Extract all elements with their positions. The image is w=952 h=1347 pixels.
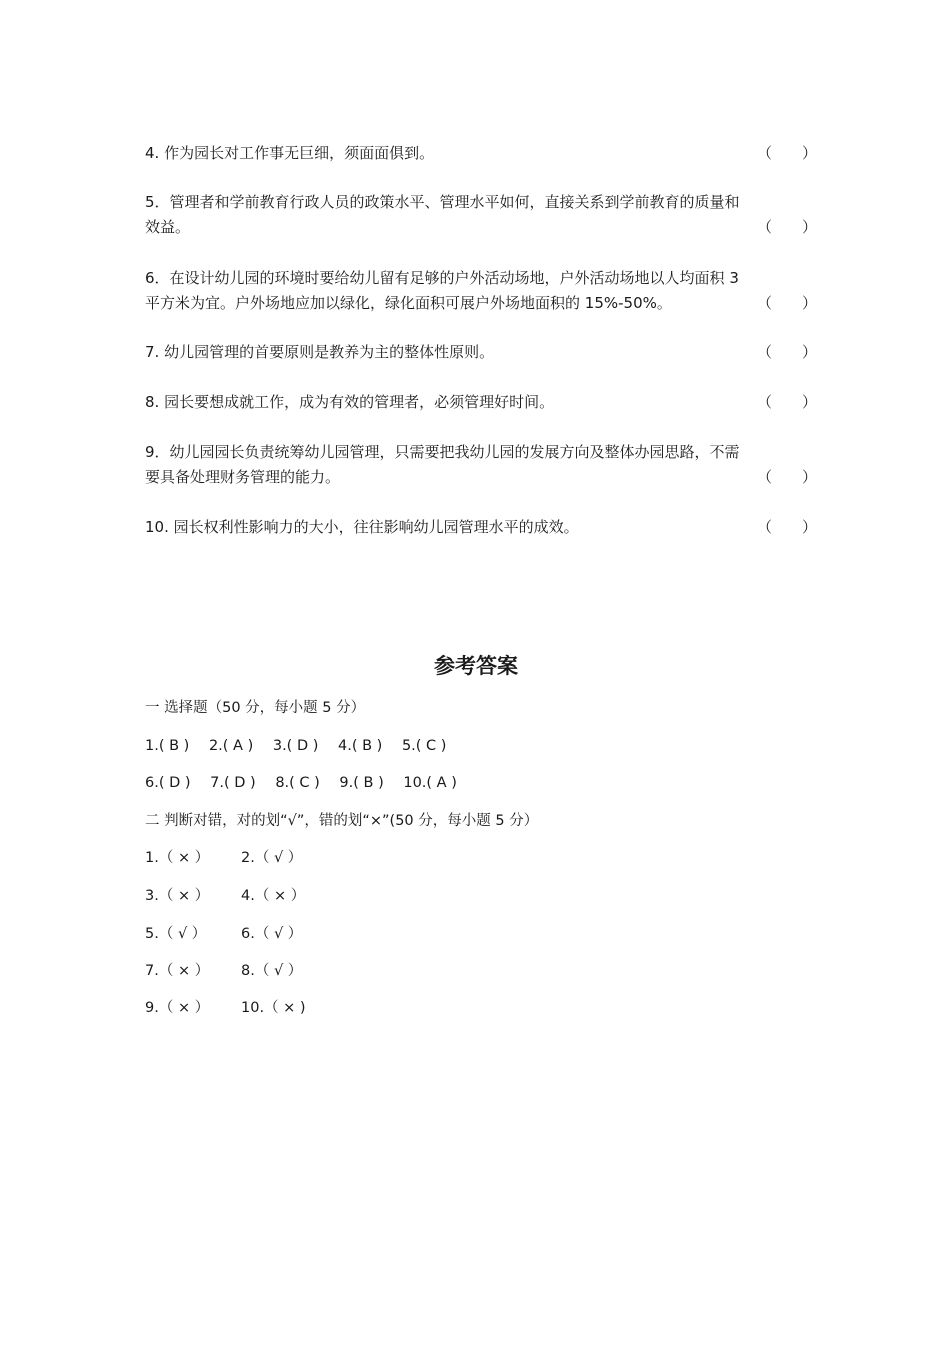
question-text: 平方米为宜。户外场地应加以绿化，绿化面积可展户外场地面积的 15%-50%。 — [145, 294, 672, 312]
answer-blank: （ ） — [756, 218, 817, 236]
question-8 — [145, 390, 817, 415]
question-text: 7. 幼儿园管理的首要原则是教养为主的整体性原则。 — [145, 343, 495, 361]
tf-answer: 8.（ √ ） — [241, 963, 303, 979]
question-text: 8. 园长要想成就工作，成为有效的管理者，必须管理好时间。 — [145, 393, 555, 411]
tf-answer: 4.（ × ） — [241, 888, 306, 904]
mc-answers-row-2 — [145, 772, 457, 794]
answer-blank: （ ） — [756, 343, 817, 361]
answers-title: 参考答案 — [434, 654, 518, 678]
tf-answer: 9.（ × ） — [145, 1000, 210, 1016]
question-text: 9．幼儿园园长负责统筹幼儿园管理，只需要把我幼儿园的发展方向及整体办园思路，不需 — [145, 443, 740, 461]
answer-blank: （ ） — [756, 518, 817, 536]
question-7 — [145, 340, 817, 365]
mc-answer: 5.( C ) — [401, 738, 447, 754]
mc-answer: 3.( D ) — [272, 738, 319, 754]
question-text: 效益。 — [145, 218, 191, 236]
answer-blank: （ ） — [756, 468, 817, 486]
tf-answers-row-5 — [145, 997, 306, 1019]
mc-answer: 2.( A ) — [208, 738, 254, 754]
tf-answer: 5.（ √ ） — [145, 926, 207, 942]
tf-answer: 3.（ × ） — [145, 888, 210, 904]
mc-answer: 7.( D ) — [210, 775, 256, 791]
answer-blank: （ ） — [756, 393, 817, 411]
question-text: 10. 园长权利性影响力的大小，往往影响幼儿园管理水平的成效。 — [145, 518, 579, 536]
mc-answers-row-1 — [145, 735, 446, 757]
tf-answers-row-2 — [145, 885, 305, 907]
mc-answer: 6.( D ) — [145, 775, 191, 791]
question-4 — [145, 141, 817, 166]
tf-answer: 6.（ √ ） — [241, 926, 303, 942]
question-9 — [145, 440, 817, 490]
question-text: 5．管理者和学前教育行政人员的政策水平、管理水平如何，直接关系到学前教育的质量和 — [145, 193, 740, 211]
mc-answer: 8.( C ) — [275, 775, 320, 791]
answer-blank: （ ） — [756, 144, 817, 162]
tf-answers-row-4 — [145, 960, 302, 982]
question-text: 4. 作为园长对工作事无巨细，须面面俱到。 — [145, 144, 435, 162]
mc-answer: 1.( B ) — [145, 738, 190, 754]
section1-heading: 一 选择题（50 分，每小题 5 分） — [145, 700, 366, 716]
tf-answers-row-3 — [145, 923, 302, 945]
question-5 — [145, 190, 817, 240]
answer-blank: （ ） — [756, 294, 817, 312]
tf-answer: 1.（ × ） — [145, 850, 210, 866]
mc-answer: 10.( A ) — [403, 775, 457, 791]
tf-answers-row-1 — [145, 847, 302, 869]
section2-heading: 二 判断对错，对的划“√”，错的划“×”(50 分，每小题 5 分） — [145, 813, 539, 829]
question-text: 6．在设计幼儿园的环境时要给幼儿留有足够的户外活动场地，户外活动场地以人均面积 3 — [145, 269, 739, 287]
mc-answer: 9.( B ) — [339, 775, 384, 791]
tf-answer: 10.（ × ) — [241, 1000, 306, 1016]
tf-answer: 7.（ × ） — [145, 963, 210, 979]
question-text: 要具备处理财务管理的能力。 — [145, 468, 341, 486]
question-6 — [145, 266, 817, 316]
tf-answer: 2.（ √ ） — [241, 850, 303, 866]
question-10 — [145, 515, 817, 540]
mc-answer: 4.( B ) — [338, 738, 383, 754]
